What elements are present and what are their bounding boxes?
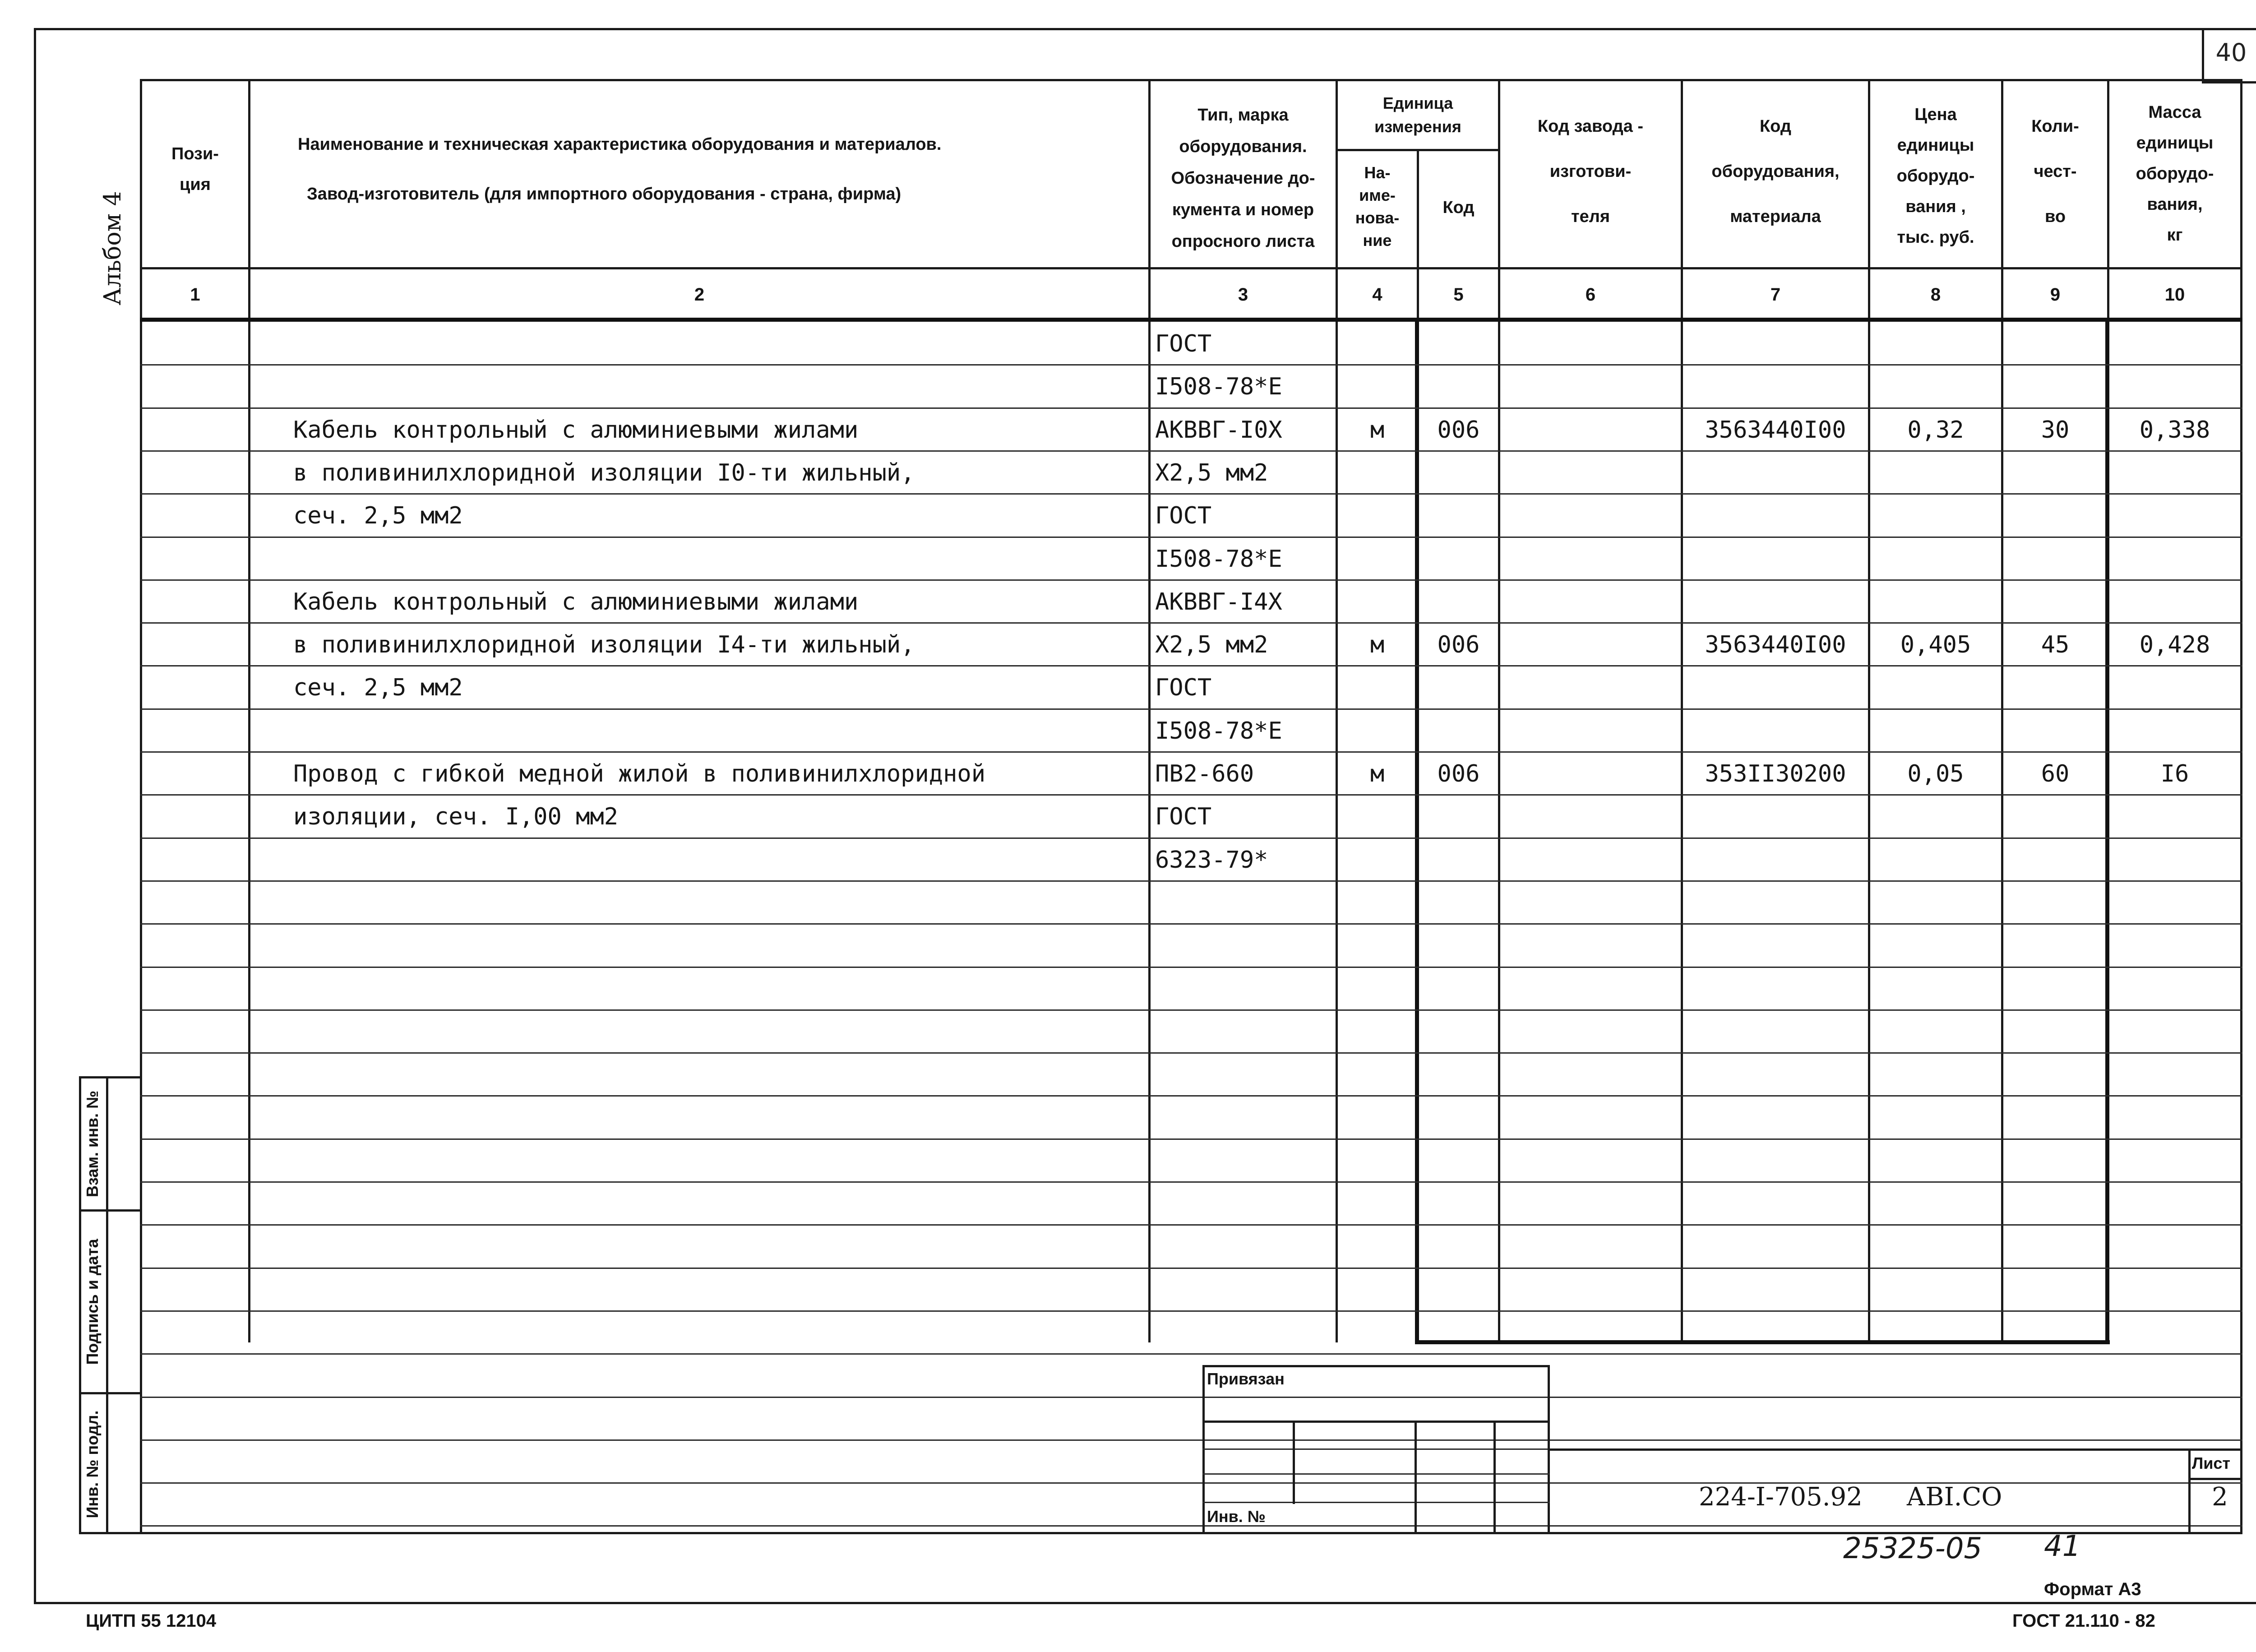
cell-price: 0,405: [1900, 631, 1971, 658]
cell-name: изоляции, сеч. I,00 мм2: [293, 803, 619, 830]
cell-name: Провод с гибкой медной жилой в поливинилхлоридной: [293, 760, 986, 787]
list-number: 2: [2212, 1482, 2228, 1512]
colnum-6: 6: [1585, 284, 1596, 305]
colnum-2: 2: [694, 284, 705, 305]
cell-type: АКВВГ-I4Х: [1155, 588, 1282, 615]
cell-type: I508-78*Е: [1155, 546, 1282, 573]
header-quantity: Коли- чест- во: [2031, 117, 2079, 226]
cell-name: в поливинилхлоридной изоляции I0-ти жильный,: [293, 459, 915, 486]
colnum-8: 8: [1930, 284, 1941, 305]
header-unit-code: Код: [1442, 198, 1475, 217]
cell-mass: I6: [2160, 760, 2189, 787]
privyazan-label: Привязан: [1207, 1370, 1285, 1388]
header-type: Тип, марка оборудования. Обозначение до- кумента и номер опросного листа: [1171, 106, 1315, 251]
header-position: Пози- ция: [171, 144, 219, 194]
format-label: Формат А3: [2044, 1579, 2141, 1599]
cell-unit: м: [1370, 760, 1385, 787]
cell-type: ПВ2-660: [1155, 760, 1254, 787]
colnum-5: 5: [1453, 284, 1464, 305]
bottom-left-code: ЦИТП 55 12104: [86, 1611, 217, 1631]
cell-type: I508-78*Е: [1155, 373, 1282, 400]
cell-eq-code: 3563440I00: [1705, 631, 1846, 658]
header-unit: Единица измерения: [1374, 94, 1461, 136]
colnum-10: 10: [2164, 284, 2185, 305]
inv-no-label: Инв. №: [1207, 1507, 1266, 1526]
cell-qty: 30: [2041, 416, 2070, 444]
header-price: Цена единицы оборудо- вания , тыс. руб.: [1896, 105, 1975, 247]
cell-name: сеч. 2,5 мм2: [293, 674, 463, 701]
cell-mass: 0,428: [2139, 631, 2210, 658]
cell-unit: м: [1370, 631, 1385, 658]
stamp-vzam: Взам. инв. №: [83, 1090, 102, 1198]
cell-name: в поливинилхлоридной изоляции I4-ти жильный,: [293, 631, 915, 658]
doc-mark: АВI.СО: [1906, 1482, 2002, 1512]
stamp-podpis: Подпись и дата: [83, 1239, 102, 1365]
cell-code: 006: [1437, 631, 1480, 658]
colnum-9: 9: [2050, 284, 2061, 305]
list-label: Лист: [2192, 1454, 2231, 1472]
header-name: Наименование и техническая характеристика оборудования и материалов. Завод-изготовитель (для импортного оборудования - страна, фирма): [298, 135, 942, 204]
album-label: Альбом 4: [99, 191, 126, 305]
doc-code: 224-I-705.92: [1699, 1482, 1863, 1512]
cell-name: Кабель контрольный с алюминиевыми жилами: [293, 588, 859, 615]
cell-type: ГОСТ: [1155, 803, 1212, 830]
colnum-7: 7: [1770, 284, 1781, 305]
cell-name: Кабель контрольный с алюминиевыми жилами: [293, 416, 859, 444]
cell-type: 6323-79*: [1155, 847, 1268, 874]
page-number: 40: [2215, 38, 2247, 67]
colnum-3: 3: [1238, 284, 1248, 305]
cell-qty: 45: [2041, 631, 2070, 658]
cell-type: ГОСТ: [1155, 330, 1212, 357]
cell-mass: 0,338: [2139, 416, 2210, 444]
header-equipment-code: Код оборудования, материала: [1711, 117, 1840, 226]
cell-type: I508-78*Е: [1155, 717, 1282, 745]
colnum-4: 4: [1372, 284, 1382, 305]
cell-name: сеч. 2,5 мм2: [293, 502, 463, 529]
cell-type: ГОСТ: [1155, 674, 1212, 701]
stamp-inv-podl: Инв. № подл.: [83, 1410, 102, 1518]
cell-type: Х2,5 мм2: [1155, 459, 1268, 486]
archive-number: 25325-05: [1843, 1532, 1983, 1565]
cell-code: 006: [1437, 416, 1480, 444]
cell-type: Х2,5 мм2: [1155, 631, 1268, 658]
cell-eq-code: 3563440I00: [1705, 416, 1846, 444]
archive-sheet: 41: [2044, 1530, 2081, 1563]
header-manufacturer-code: Код завода - изготови- теля: [1537, 117, 1644, 226]
header-mass: Масса единицы оборудо- вания, кг: [2136, 103, 2214, 245]
cell-qty: 60: [2041, 760, 2070, 787]
cell-type: ГОСТ: [1155, 502, 1212, 529]
cell-price: 0,32: [1907, 416, 1964, 444]
cell-code: 006: [1437, 760, 1480, 787]
header-unit-name: На- име- нова- ние: [1355, 163, 1400, 250]
cell-type: АКВВГ-I0Х: [1155, 416, 1282, 444]
cell-unit: м: [1370, 416, 1385, 444]
cell-price: 0,05: [1907, 760, 1964, 787]
colnum-1: 1: [190, 284, 200, 305]
gost-label: ГОСТ 21.110 - 82: [2012, 1611, 2155, 1631]
cell-eq-code: 353II30200: [1705, 760, 1846, 787]
